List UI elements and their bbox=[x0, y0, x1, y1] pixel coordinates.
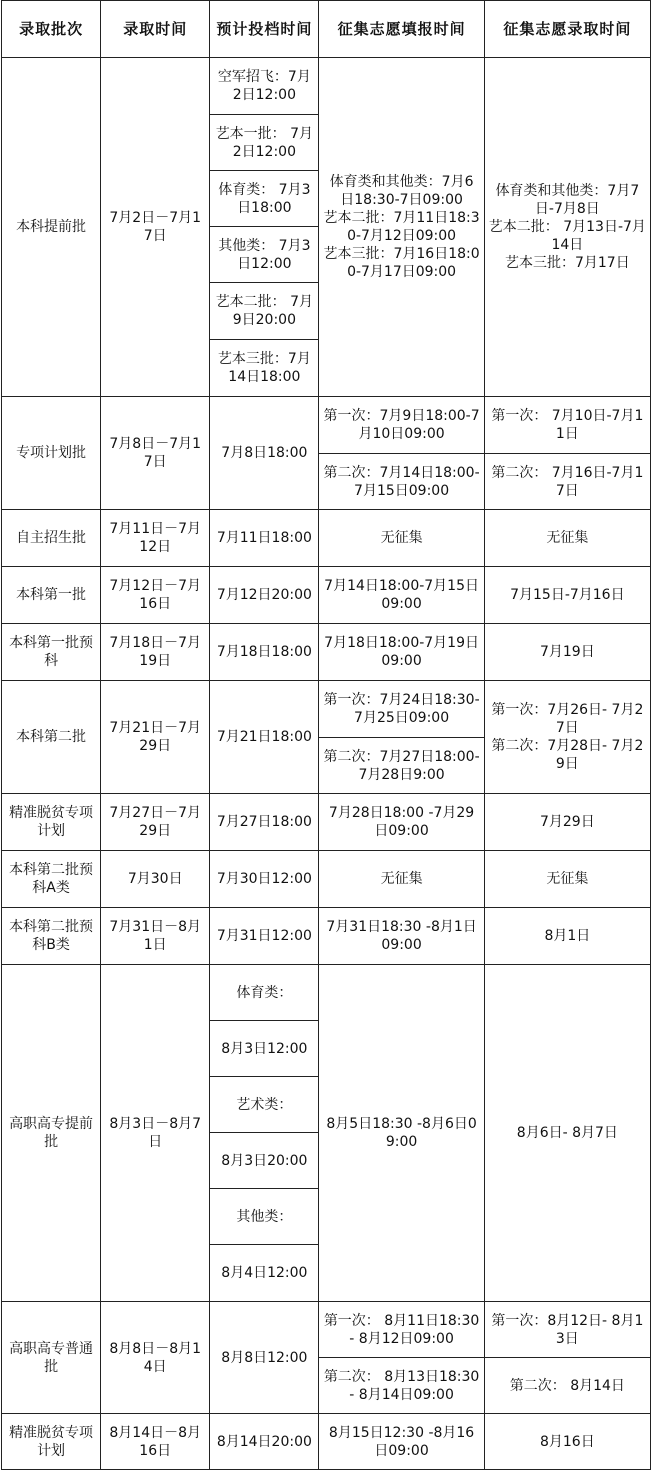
toudang-cell: 艺本二批： 7月9日20:00 bbox=[210, 283, 319, 340]
table-row bbox=[2, 851, 651, 908]
fill-time-cell: 无征集 bbox=[319, 851, 484, 908]
admission-schedule-table bbox=[1, 0, 651, 1470]
toudang-cell: 空军招飞：7月2日12:00 bbox=[210, 58, 319, 115]
fill-admission-cell: 第一次：8月12日- 8月13日 bbox=[484, 1302, 650, 1358]
fill-admission-cell bbox=[484, 58, 650, 397]
toudang-cell: 7月8日18:00 bbox=[210, 397, 319, 510]
table-row bbox=[2, 794, 651, 851]
fill-admission-cell: 7月29日 bbox=[484, 794, 650, 851]
table-row bbox=[2, 1302, 651, 1358]
fill-admission-cell: 8月6日- 8月7日 bbox=[484, 965, 650, 1302]
fill-admission-line: 体育类和其他类：7月7日-7月8日 bbox=[495, 183, 640, 217]
fill-time-cell: 7月31日18:30 -8月1日09:00 bbox=[319, 908, 484, 965]
fill-admission-line: 艺本二批： 7月13日-7月14日 bbox=[488, 219, 646, 253]
batch-cell: 本科提前批 bbox=[2, 58, 101, 397]
header-cell-fill-time: 征集志愿填报时间 bbox=[319, 1, 484, 58]
admission-time-cell: 7月27日－7月29日 bbox=[101, 794, 210, 851]
toudang-cell: 8月4日12:00 bbox=[210, 1245, 319, 1302]
admission-time-cell: 7月31日－8月1日 bbox=[101, 908, 210, 965]
fill-admission-line: 第一次：7月26日- 7月27日 bbox=[491, 702, 644, 736]
fill-time-cell: 8月5日18:30 -8月6日09:00 bbox=[319, 965, 484, 1302]
fill-line: 体育类和其他类：7月6日18:30-7日09:00 bbox=[329, 174, 474, 208]
toudang-cell: 艺本三批：7月14日18:00 bbox=[210, 340, 319, 397]
batch-cell: 专项计划批 bbox=[2, 397, 101, 510]
batch-cell: 精准脱贫专项计划 bbox=[2, 794, 101, 851]
fill-time-cell: 无征集 bbox=[319, 510, 484, 567]
fill-time-cell: 第二次：7月27日18:00- 7月28日9:00 bbox=[319, 738, 484, 794]
batch-cell: 本科第二批 bbox=[2, 681, 101, 794]
fill-admission-cell: 第一次： 7月10日-7月11日 bbox=[484, 397, 650, 454]
batch-cell: 本科第一批 bbox=[2, 567, 101, 624]
fill-time-cell: 第二次：7月14日18:00-7月15日09:00 bbox=[319, 454, 484, 510]
fill-time-cell: 第一次：7月24日18:30-7月25日09:00 bbox=[319, 681, 484, 738]
fill-time-cell: 7月14日18:00-7月15日09:00 bbox=[319, 567, 484, 624]
fill-time-cell bbox=[319, 58, 484, 397]
toudang-cell: 7月11日18:00 bbox=[210, 510, 319, 567]
fill-admission-cell: 无征集 bbox=[484, 510, 650, 567]
batch-cell: 精准脱贫专项计划 bbox=[2, 1414, 101, 1470]
batch-cell: 本科第一批预科 bbox=[2, 624, 101, 681]
toudang-cell: 8月8日12:00 bbox=[210, 1302, 319, 1414]
toudang-cell: 7月12日20:00 bbox=[210, 567, 319, 624]
toudang-cell: 7月27日18:00 bbox=[210, 794, 319, 851]
toudang-cell: 8月3日20:00 bbox=[210, 1133, 319, 1189]
admission-time-cell: 8月3日－8月7日 bbox=[101, 965, 210, 1302]
toudang-cell: 7月31日12:00 bbox=[210, 908, 319, 965]
fill-admission-line: 艺本三批：7月17日 bbox=[504, 255, 630, 271]
toudang-cell: 8月14日20:00 bbox=[210, 1414, 319, 1470]
header-cell-batch: 录取批次 bbox=[2, 1, 101, 58]
header-row bbox=[2, 1, 651, 58]
table-row bbox=[2, 510, 651, 567]
batch-cell: 高职高专提前批 bbox=[2, 965, 101, 1302]
admission-time-cell: 8月8日－8月14日 bbox=[101, 1302, 210, 1414]
toudang-cell: 7月30日12:00 bbox=[210, 851, 319, 908]
fill-time-cell: 第一次： 8月11日18:30- 8月12日09:00 bbox=[319, 1302, 484, 1358]
table-row bbox=[2, 681, 651, 738]
admission-time-cell: 7月2日－7月17日 bbox=[101, 58, 210, 397]
table-row bbox=[2, 567, 651, 624]
toudang-cell: 8月3日12:00 bbox=[210, 1021, 319, 1077]
fill-time-cell: 第二次： 8月13日18:30- 8月14日09:00 bbox=[319, 1358, 484, 1414]
fill-time-cell: 8月15日12:30 -8月16日09:00 bbox=[319, 1414, 484, 1470]
batch-cell: 本科第二批预科A类 bbox=[2, 851, 101, 908]
header-cell-toudang-time: 预计投档时间 bbox=[210, 1, 319, 58]
fill-time-cell: 7月18日18:00-7月19日09:00 bbox=[319, 624, 484, 681]
fill-admission-cell: 7月15日-7月16日 bbox=[484, 567, 650, 624]
toudang-cell: 其他类： 7月3日12:00 bbox=[210, 227, 319, 283]
header-cell-admission-time: 录取时间 bbox=[101, 1, 210, 58]
batch-cell: 本科第二批预科B类 bbox=[2, 908, 101, 965]
table-row bbox=[2, 624, 651, 681]
admission-time-cell: 8月14日－8月16日 bbox=[101, 1414, 210, 1470]
fill-time-cell: 第一次：7月9日18:00-7月10日09:00 bbox=[319, 397, 484, 454]
fill-admission-cell: 7月19日 bbox=[484, 624, 650, 681]
fill-line: 艺本三批：7月16日18:00-7月17日09:00 bbox=[323, 246, 480, 280]
admission-time-cell: 7月21日－7月29日 bbox=[101, 681, 210, 794]
fill-admission-cell: 无征集 bbox=[484, 851, 650, 908]
admission-time-cell: 7月8日－7月17日 bbox=[101, 397, 210, 510]
admission-time-cell: 7月30日 bbox=[101, 851, 210, 908]
admission-time-cell: 7月18日－7月19日 bbox=[101, 624, 210, 681]
batch-cell: 高职高专普通批 bbox=[2, 1302, 101, 1414]
header-cell-fill-admission-time: 征集志愿录取时间 bbox=[484, 1, 650, 58]
fill-admission-cell: 第二次： 7月16日-7月17日 bbox=[484, 454, 650, 510]
batch-cell: 自主招生批 bbox=[2, 510, 101, 567]
toudang-cell: 艺本一批： 7月2日12:00 bbox=[210, 115, 319, 171]
toudang-cell: 艺术类： bbox=[210, 1077, 319, 1133]
table-row bbox=[2, 1414, 651, 1470]
fill-line: 艺本二批：7月11日18:30-7月12日09:00 bbox=[323, 210, 480, 244]
table-row bbox=[2, 965, 651, 1021]
fill-time-cell: 7月28日18:00 -7月29日09:00 bbox=[319, 794, 484, 851]
toudang-cell: 7月18日18:00 bbox=[210, 624, 319, 681]
fill-admission-cell: 8月16日 bbox=[484, 1414, 650, 1470]
fill-admission-cell: 第二次： 8月14日 bbox=[484, 1358, 650, 1414]
fill-admission-cell: 8月1日 bbox=[484, 908, 650, 965]
toudang-cell: 7月21日18:00 bbox=[210, 681, 319, 794]
admission-time-cell: 7月11日－7月12日 bbox=[101, 510, 210, 567]
table-row bbox=[2, 397, 651, 454]
table-row bbox=[2, 58, 651, 115]
toudang-cell: 其他类： bbox=[210, 1189, 319, 1245]
toudang-cell: 体育类： 7月3日18:00 bbox=[210, 171, 319, 227]
fill-admission-cell bbox=[484, 681, 650, 794]
toudang-cell: 体育类： bbox=[210, 965, 319, 1021]
table-row bbox=[2, 908, 651, 965]
admission-time-cell: 7月12日－7月16日 bbox=[101, 567, 210, 624]
fill-admission-line: 第二次：7月28日- 7月29日 bbox=[491, 738, 644, 772]
